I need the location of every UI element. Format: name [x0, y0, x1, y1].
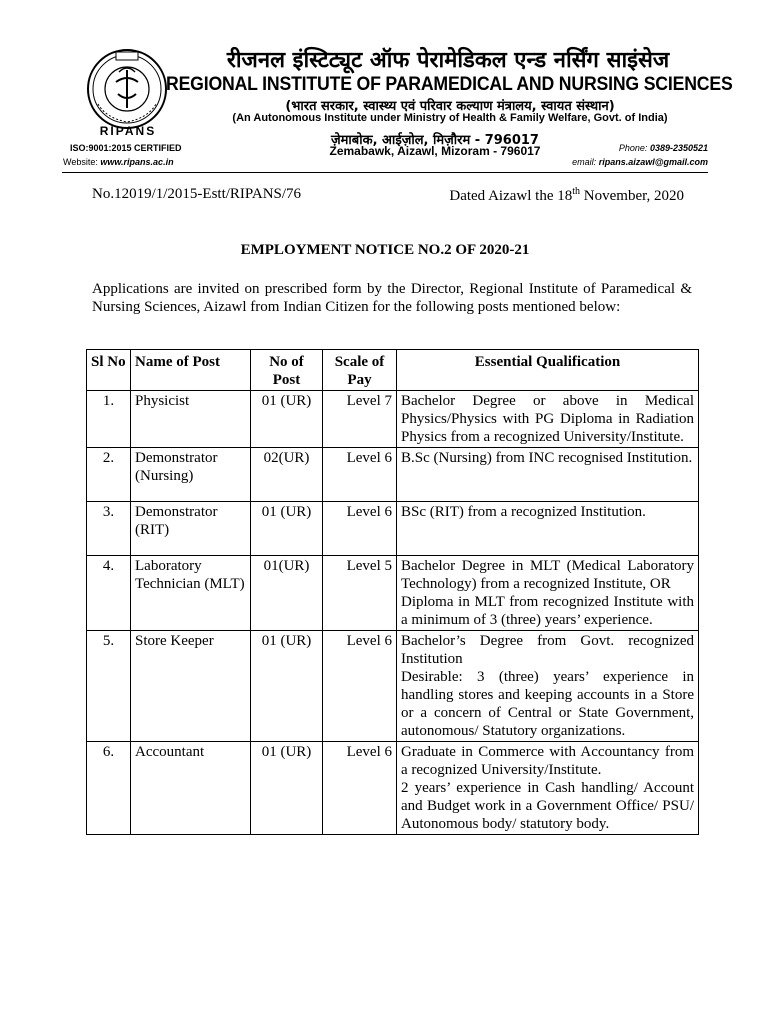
table-header-row: [87, 350, 699, 391]
website-label: Website:: [63, 157, 98, 167]
address-hindi: ज़ेमाबोक, आईज़ोल, मिज़ौरम - 796017: [331, 133, 539, 148]
post-name: Accountant: [131, 742, 251, 835]
post-count: 01(UR): [251, 556, 323, 631]
date-rest: November, 2020: [580, 188, 684, 204]
phone-number: 0389-2350521: [649, 143, 708, 153]
post-qualification: [397, 742, 699, 835]
email-line: [572, 157, 708, 167]
post-pay-scale: Level 6: [323, 502, 397, 556]
letterhead-divider: [62, 172, 708, 173]
post-count: 01 (UR): [251, 391, 323, 448]
posts-table-body: [87, 391, 699, 835]
post-qualification: [397, 391, 699, 448]
table-row: [87, 391, 699, 448]
table-row: [87, 556, 699, 631]
header-scale: Scale of Pay: [323, 350, 397, 391]
notice-date: [449, 186, 684, 205]
qualification-line: B.Sc (Nursing) from INC recognised Institution.: [401, 450, 693, 466]
website-line: [63, 157, 174, 167]
logo-caption: RIPANS: [99, 124, 157, 138]
qualification-line: Bachelor’s Degree from Govt. recognized Institution: [401, 633, 694, 667]
table-row: [87, 448, 699, 502]
table-row: [87, 631, 699, 742]
qualification-line: 2 years’ experience in Cash handling/ Account and Budget work in a Government Office/ PSU/ Autonomous body/ statutory body.: [401, 780, 694, 832]
phone-line: [619, 143, 708, 153]
header-number: No of Post: [251, 350, 323, 391]
table-row: [87, 502, 699, 556]
post-qualification: [397, 631, 699, 742]
post-qualification: [397, 556, 699, 631]
header-sl: Sl No: [87, 350, 131, 391]
post-sl-number: 5.: [87, 631, 131, 742]
post-name: Demonstrator (Nursing): [131, 448, 251, 502]
qualification-line: Bachelor Degree in MLT (Medical Laboratory Technology) from a recognized Institute, OR: [401, 558, 694, 592]
post-name: Store Keeper: [131, 631, 251, 742]
post-pay-scale: Level 6: [323, 448, 397, 502]
table-row: [87, 742, 699, 835]
header-qualification: Essential Qualification: [397, 350, 699, 391]
post-sl-number: 6.: [87, 742, 131, 835]
certification: ISO:9001:2015 CERTIFIED: [70, 143, 182, 153]
email-label: email:: [572, 157, 597, 167]
notice-title: EMPLOYMENT NOTICE NO.2 OF 2020-21: [240, 242, 530, 258]
website-link[interactable]: www.ripans.ac.in: [100, 157, 174, 167]
email-link[interactable]: ripans.aizawl@gmail.com: [598, 157, 708, 167]
post-sl-number: 4.: [87, 556, 131, 631]
post-pay-scale: Level 7: [323, 391, 397, 448]
post-sl-number: 2.: [87, 448, 131, 502]
post-name: Physicist: [131, 391, 251, 448]
post-qualification: [397, 502, 699, 556]
header-name: Name of Post: [131, 350, 251, 391]
reference-number: No.12019/1/2015-Estt/RIPANS/76: [92, 186, 302, 202]
institute-logo-icon: [86, 48, 168, 130]
intro-paragraph: Applications are invited on prescribed form by the Director, Regional Institute of Paramedical & Nursing Sciences, Aizawl from Indian Citizen for the following posts mentioned below:: [92, 281, 692, 315]
qualification-line: Diploma in MLT from recognized Institute with a minimum of 3 (three) years’ experience.: [401, 594, 694, 628]
institute-name-hindi: रीजनल इंस्टिट्यूट ऑफ पेरामेडिकल एन्ड नर्सिंग साइंसेज: [226, 48, 670, 73]
institute-subtitle-english: (An Autonomous Institute under Ministry of Health & Family Welfare, Govt. of India): [232, 112, 668, 124]
post-pay-scale: Level 6: [323, 631, 397, 742]
date-suffix: th: [572, 186, 581, 197]
qualification-line: BSc (RIT) from a recognized Institution.: [401, 504, 646, 520]
post-qualification: [397, 448, 699, 502]
post-name: Demonstrator (RIT): [131, 502, 251, 556]
post-count: 02(UR): [251, 448, 323, 502]
post-sl-number: 3.: [87, 502, 131, 556]
post-pay-scale: Level 6: [323, 742, 397, 835]
post-count: 01 (UR): [251, 502, 323, 556]
post-sl-number: 1.: [87, 391, 131, 448]
post-pay-scale: Level 5: [323, 556, 397, 631]
post-count: 01 (UR): [251, 742, 323, 835]
qualification-line: Graduate in Commerce with Accountancy from a recognized University/Institute.: [401, 744, 694, 778]
institute-name-english: REGIONAL INSTITUTE OF PARAMEDICAL AND NURSING SCIENCES: [166, 74, 733, 95]
post-count: 01 (UR): [251, 631, 323, 742]
phone-label: Phone:: [618, 143, 648, 153]
post-name: Laboratory Technician (MLT): [131, 556, 251, 631]
posts-table: [86, 349, 699, 835]
qualification-line: Bachelor Degree or above in Medical Physics/Physics with PG Diploma in Radiation Physics from a recognized University/Institute.: [401, 393, 694, 445]
institute-subtitle-hindi: (भारत सरकार, स्वास्थ्य एवं परिवार कल्याण मंत्रालय, स्वायत संस्थान): [285, 99, 615, 114]
address-english: Zemabawk, Aizawl, Mizoram - 796017: [329, 144, 541, 158]
date-prefix: Dated Aizawl the 18: [449, 188, 573, 204]
qualification-line: Desirable: 3 (three) years’ experience in handling stores and keeping accounts in a Store or a concern of Central or State Government, autonomous/ Statutory organizations.: [401, 669, 694, 739]
